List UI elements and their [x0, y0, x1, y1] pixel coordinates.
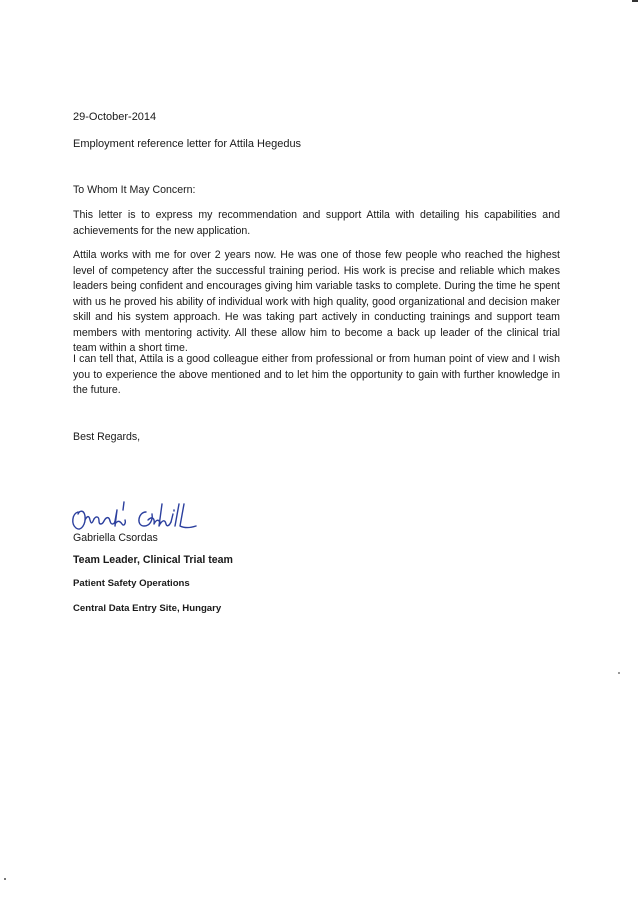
body-paragraph-2: Attila works with me for over 2 years now. He was one of those few people who reached the highest level of competency after the successful training period. His work is precise and reliable which makes leaders being confident and encourages giving him variable tasks to complete. During the time he spent with us he proved his ability of individual work with high quality, good organizational and decision maker skill and his system approach. He was taking part actively in conducting trainings and support team members with mentoring activity. All these allow him to become a back up leader of the clinical trial team within a short time. [73, 249, 560, 354]
signer-title: Team Leader, Clinical Trial team [73, 554, 233, 566]
scan-artifact [618, 672, 620, 674]
signer-site: Central Data Entry Site, Hungary [73, 603, 222, 614]
signer-department: Patient Safety Operations [73, 578, 190, 589]
scan-artifact [632, 0, 638, 2]
signer-name: Gabriella Csordas [73, 532, 158, 544]
body-paragraph-1: This letter is to express my recommendation and support Attila with detailing his capabilities and achievements for the new application. [73, 209, 560, 237]
body-paragraph-3: I can tell that, Attila is a good colleague either from professional or from human point of view and I wish you to experience the above mentioned and to let him the opportunity to gain with further knowledge in the future. [73, 353, 560, 396]
letter-closing: Best Regards, [73, 431, 141, 443]
letter-salutation: To Whom It May Concern: [73, 184, 196, 196]
letter-date: 29-October-2014 [73, 111, 157, 123]
scan-artifact [4, 878, 6, 880]
letter-subject: Employment reference letter for Attila Hegedus [73, 138, 302, 150]
handwritten-signature [68, 490, 228, 536]
